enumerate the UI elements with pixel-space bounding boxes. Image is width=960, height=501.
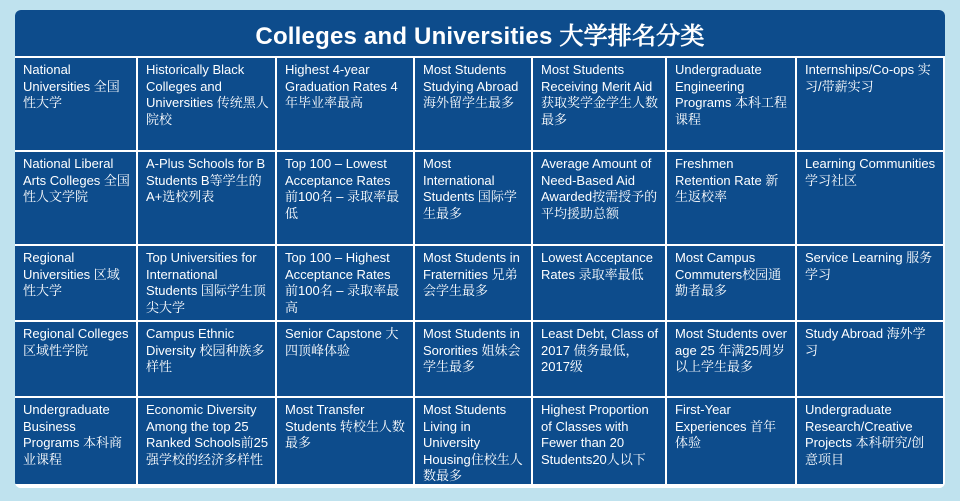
page-title: Colleges and Universities 大学排名分类: [15, 10, 945, 56]
category-cell: Top 100 – Highest Acceptance Rates 前100名 – 录取率最高: [277, 246, 413, 320]
category-cell: Historically Black Colleges and Universities 传统黑人院校: [138, 58, 275, 150]
category-cell: Lowest Acceptance Rates 录取率最低: [533, 246, 665, 320]
category-cell: Most Students Living in University Housing住校生人数最多: [415, 398, 531, 484]
category-cell: Most International Students 国际学生最多: [415, 152, 531, 244]
category-cell: Least Debt, Class of 2017 债务最低，2017级: [533, 322, 665, 396]
category-cell: Service Learning 服务学习: [797, 246, 943, 320]
category-cell: National Liberal Arts Colleges 全国性人文学院: [15, 152, 136, 244]
category-cell: First-Year Experiences 首年体验: [667, 398, 795, 484]
category-cell: Undergraduate Engineering Programs 本科工程课程: [667, 58, 795, 150]
category-cell: Regional Colleges 区域性学院: [15, 322, 136, 396]
category-cell: Most Students Receiving Merit Aid 获取奖学金学生人数最多: [533, 58, 665, 150]
category-cell: Undergraduate Business Programs 本科商业课程: [15, 398, 136, 484]
category-cell: Most Campus Commuters校园通勤者最多: [667, 246, 795, 320]
category-grid: [15, 58, 945, 488]
category-cell: Campus Ethnic Diversity 校园种族多样性: [138, 322, 275, 396]
category-cell: Most Students over age 25 年满25周岁以上学生最多: [667, 322, 795, 396]
category-cell: National Universities 全国性大学: [15, 58, 136, 150]
category-cell: Study Abroad 海外学习: [797, 322, 943, 396]
category-cell: Learning Communities 学习社区: [797, 152, 943, 244]
category-cell: Average Amount of Need-Based Aid Awarded按需授予的平均援助总额: [533, 152, 665, 244]
category-cell: Most Transfer Students 转校生人数最多: [277, 398, 413, 484]
category-cell: Senior Capstone 大四顶峰体验: [277, 322, 413, 396]
category-cell: Most Students in Sororities 姐妹会学生最多: [415, 322, 531, 396]
category-cell: Highest Proportion of Classes with Fewer than 20 Students20人以下: [533, 398, 665, 484]
category-cell: Internships/Co-ops 实习/带薪实习: [797, 58, 943, 150]
category-cell: Freshmen Retention Rate 新生返校率: [667, 152, 795, 244]
category-cell: Highest 4-year Graduation Rates 4年毕业率最高: [277, 58, 413, 150]
category-cell: A-Plus Schools for B Students B等学生的A+选校列表: [138, 152, 275, 244]
category-cell: Top Universities for International Students 国际学生顶尖大学: [138, 246, 275, 320]
category-cell: Most Students in Fraternities 兄弟会学生最多: [415, 246, 531, 320]
categories-card: [15, 10, 945, 488]
category-cell: Top 100 – Lowest Acceptance Rates 前100名 – 录取率最低: [277, 152, 413, 244]
category-cell: Economic Diversity Among the top 25 Ranked Schools前25强学校的经济多样性: [138, 398, 275, 484]
category-cell: Regional Universities 区域性大学: [15, 246, 136, 320]
category-cell: Undergraduate Research/Creative Projects 本科研究/创意项目: [797, 398, 943, 484]
category-cell: Most Students Studying Abroad海外留学生最多: [415, 58, 531, 150]
